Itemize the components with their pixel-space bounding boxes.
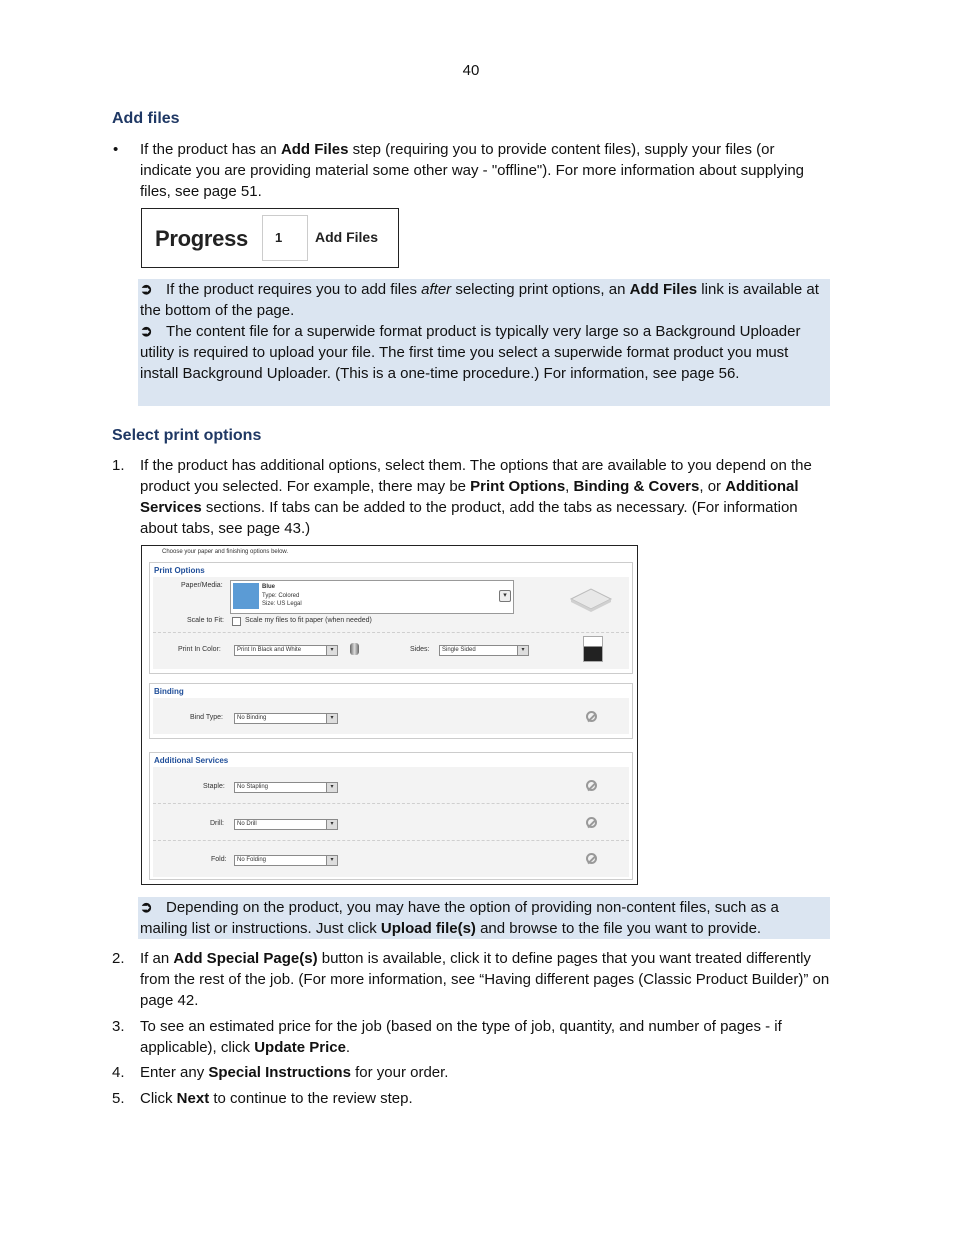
not-available-icon — [586, 780, 597, 791]
not-available-icon — [586, 817, 597, 828]
note-item: ➲ Depending on the product, you may have the option of providing non-content files, such as a mailing list or instructions. Just click Upload file(s) and browse to the file you want to provide. — [140, 899, 779, 937]
arrow-icon: ➲ — [140, 323, 153, 340]
chevron-down-icon: ▾ — [326, 820, 337, 829]
note-box-add-files — [138, 279, 830, 406]
binding-section — [149, 683, 633, 739]
paper-swatch — [233, 583, 259, 609]
chevron-down-icon: ▾ — [517, 646, 528, 655]
list-number: 1. — [112, 457, 125, 474]
color-row — [153, 633, 629, 669]
drill-select[interactable]: No Drill ▾ — [234, 819, 338, 830]
step-3-text: To see an estimated price for the job (based on the type of job, quantity, and number of pages - if applicable), click Update Price. — [140, 1018, 782, 1056]
fold-select[interactable]: No Folding ▾ — [234, 855, 338, 866]
not-available-icon — [586, 853, 597, 864]
fold-row — [153, 841, 629, 877]
sides-select[interactable]: Single Sided ▾ — [439, 645, 529, 656]
scale-checkbox[interactable] — [232, 617, 241, 626]
chevron-down-icon: ▾ — [326, 783, 337, 792]
not-available-icon — [586, 711, 597, 722]
note-item: ➲ If the product requires you to add files after selecting print options, an Add Files link is available at the bottom of the page. — [140, 281, 819, 319]
step-2-text: If an Add Special Page(s) button is available, click it to define pages that you want treated differently from the rest of the job. (For more information, see “Having different pages (Classic Product Builder)” on page 42. — [140, 950, 830, 1009]
drill-label: Drill: — [210, 820, 224, 827]
section-heading-select-print-options: Select print options — [112, 427, 262, 444]
list-number: 3. — [112, 1018, 125, 1035]
step-label: Add Files — [315, 229, 379, 245]
step-1-text: If the product has additional options, select them. The options that are available to you depend on the product you selected. For example, there may be Print Options, Binding & Covers, or Additional Services sections. If tabs can be added to the product, add the tabs as necessary. (For information about tabs, see page 43.) — [140, 457, 812, 537]
binding-title: Binding — [154, 687, 184, 696]
step-5-text: Click Next to continue to the review step. — [140, 1090, 413, 1107]
section-heading-add-files: Add files — [112, 110, 180, 127]
list-number: 4. — [112, 1064, 125, 1081]
chevron-down-icon: ▾ — [326, 856, 337, 865]
scale-text: Scale my files to fit paper (when needed) — [245, 617, 372, 624]
fold-label: Fold: — [211, 856, 227, 863]
print-options-screenshot — [141, 545, 638, 885]
paper-row — [153, 577, 629, 633]
step-box — [262, 215, 308, 261]
page-number: 40 — [462, 62, 480, 79]
sides-icon — [583, 636, 603, 662]
progress-title: Progress — [155, 226, 248, 251]
bullet-dot: • — [113, 141, 119, 158]
list-number: 5. — [112, 1090, 125, 1107]
intro-text: Choose your paper and finishing options below. — [162, 549, 289, 555]
bind-select[interactable]: No Binding ▾ — [234, 713, 338, 724]
paper-label: Paper/Media: — [181, 582, 223, 589]
paper-size: Size: US Legal — [262, 601, 302, 607]
print-options-section — [149, 562, 633, 674]
arrow-icon: ➲ — [140, 281, 153, 298]
staple-select[interactable]: No Stapling ▾ — [234, 782, 338, 793]
note-item: ➲ The content file for a superwide format product is typically very large so a Background Uploader utility is required to upload your file. The first time you select a superwide format product you must install Background Uploader. (This is a one-time procedure.) For information, see page 56. — [140, 323, 801, 382]
print-options-title: Print Options — [154, 566, 205, 575]
step-4-text: Enter any Special Instructions for your order. — [140, 1064, 449, 1081]
additional-services-section — [149, 752, 633, 880]
paper-select[interactable] — [230, 580, 514, 614]
step-number: 1 — [275, 230, 283, 245]
drill-row — [153, 804, 629, 841]
color-label: Print In Color: — [178, 646, 221, 653]
note-box-upload-files — [138, 897, 830, 939]
add-files-paragraph: If the product has an Add Files step (requiring you to provide content files), supply your files (or indicate you are providing material some other way - "offline"). For more information about supplying files, see page 51. — [140, 141, 805, 200]
scale-label: Scale to Fit: — [187, 617, 224, 624]
paper-name: Blue — [262, 584, 276, 590]
progress-image — [141, 208, 399, 268]
bind-row — [153, 698, 629, 734]
chevron-down-icon: ▾ — [326, 714, 337, 723]
staple-label: Staple: — [203, 783, 225, 790]
additional-services-title: Additional Services — [154, 756, 229, 765]
list-number: 2. — [112, 950, 125, 967]
toner-icon — [350, 643, 359, 655]
sides-label: Sides: — [410, 646, 430, 653]
paper-type: Type: Colored — [262, 593, 300, 599]
arrow-icon: ➲ — [140, 899, 153, 916]
chevron-down-icon: ▾ — [326, 646, 337, 655]
staple-row — [153, 767, 629, 804]
bind-label: Bind Type: — [190, 714, 223, 721]
color-select[interactable]: Print In Black and White ▾ — [234, 645, 338, 656]
paper-stack-icon — [569, 585, 613, 615]
chevron-down-icon[interactable]: ▾ — [499, 590, 511, 602]
